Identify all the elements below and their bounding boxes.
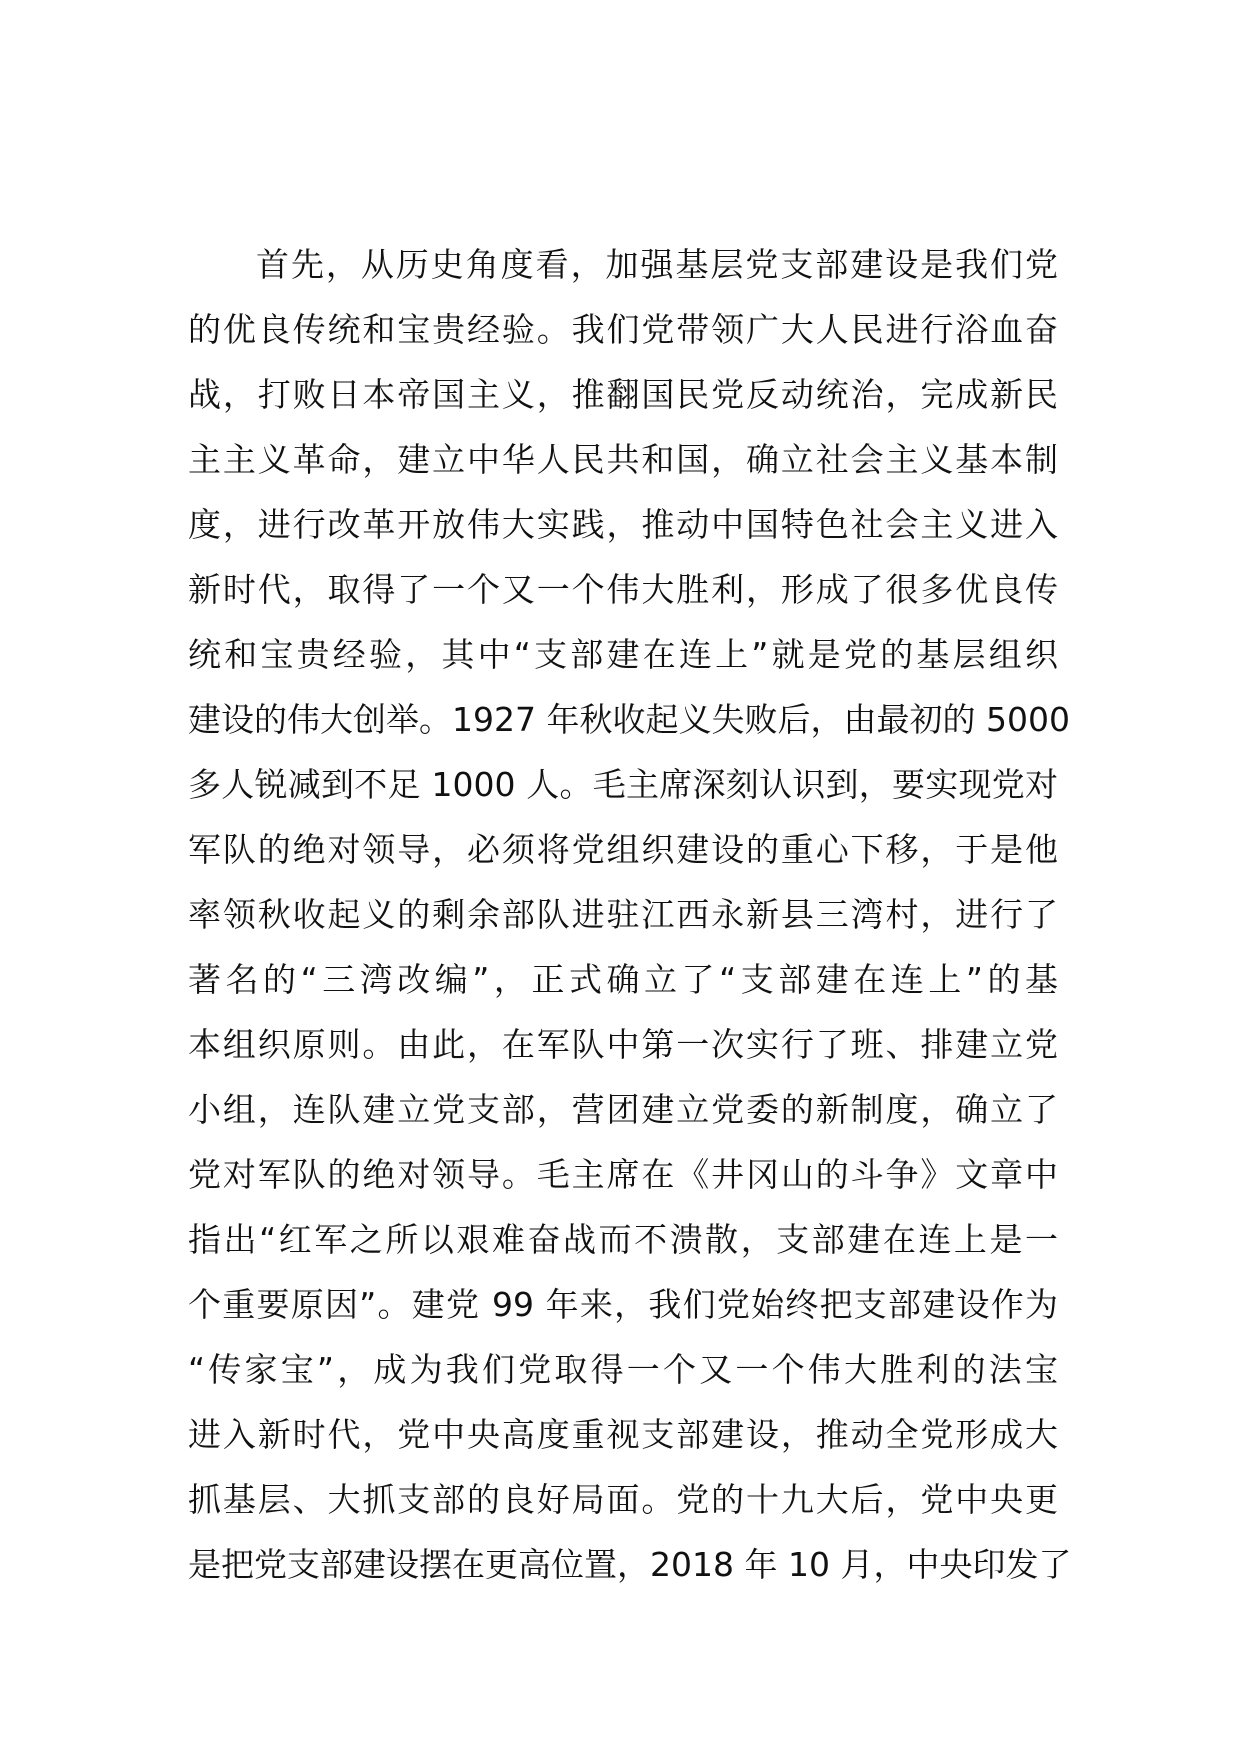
body-paragraph bbox=[188, 232, 1072, 1597]
paragraph-line: “传家宝”，成为我们党取得一个又一个伟大胜利的法宝 bbox=[188, 1350, 1058, 1389]
paragraph-line: 多人锐减到不足 1000 人。毛主席深刻认识到，要实现党对 bbox=[188, 765, 1058, 804]
paragraph-line: 本组织原则。由此，在军队中第一次实行了班、排建立党 bbox=[188, 1025, 1058, 1064]
paragraph-line: 进入新时代，党中央高度重视支部建设，推动全党形成大 bbox=[188, 1415, 1058, 1454]
paragraph-line: 战，打败日本帝国主义，推翻国民党反动统治，完成新民 bbox=[188, 375, 1058, 414]
paragraph-line: 指出“红军之所以艰难奋战而不溃散，支部建在连上是一 bbox=[188, 1220, 1058, 1259]
paragraph-line: 主主义革命，建立中华人民共和国，确立社会主义基本制 bbox=[188, 440, 1058, 479]
paragraph-line: 的优良传统和宝贵经验。我们党带领广大人民进行浴血奋 bbox=[188, 310, 1058, 349]
paragraph-line: 抓基层、大抓支部的良好局面。党的十九大后，党中央更 bbox=[188, 1480, 1058, 1519]
paragraph-line: 首先，从历史角度看，加强基层党支部建设是我们党 bbox=[256, 245, 1058, 284]
paragraph-line: 小组，连队建立党支部，营团建立党委的新制度，确立了 bbox=[188, 1090, 1058, 1129]
paragraph-line: 军队的绝对领导，必须将党组织建设的重心下移，于是他 bbox=[188, 830, 1058, 869]
paragraph-line: 是把党支部建设摆在更高位置，2018 年 10 月，中央印发了 bbox=[188, 1545, 1072, 1584]
paragraph-line: 个重要原因”。建党 99 年来，我们党始终把支部建设作为 bbox=[188, 1285, 1058, 1324]
paragraph-line: 度，进行改革开放伟大实践，推动中国特色社会主义进入 bbox=[188, 505, 1058, 544]
paragraph-line: 著名的“三湾改编”，正式确立了“支部建在连上”的基 bbox=[188, 960, 1058, 999]
paragraph-line: 党对军队的绝对领导。毛主席在《井冈山的斗争》文章中 bbox=[188, 1155, 1058, 1194]
paragraph-line: 新时代，取得了一个又一个伟大胜利，形成了很多优良传 bbox=[188, 570, 1058, 609]
paragraph-line: 统和宝贵经验，其中“支部建在连上”就是党的基层组织 bbox=[188, 635, 1058, 674]
paragraph-line: 率领秋收起义的剩余部队进驻江西永新县三湾村，进行了 bbox=[188, 895, 1058, 934]
paragraph-line: 建设的伟大创举。1927 年秋收起义失败后，由最初的 5000 bbox=[188, 700, 1070, 739]
